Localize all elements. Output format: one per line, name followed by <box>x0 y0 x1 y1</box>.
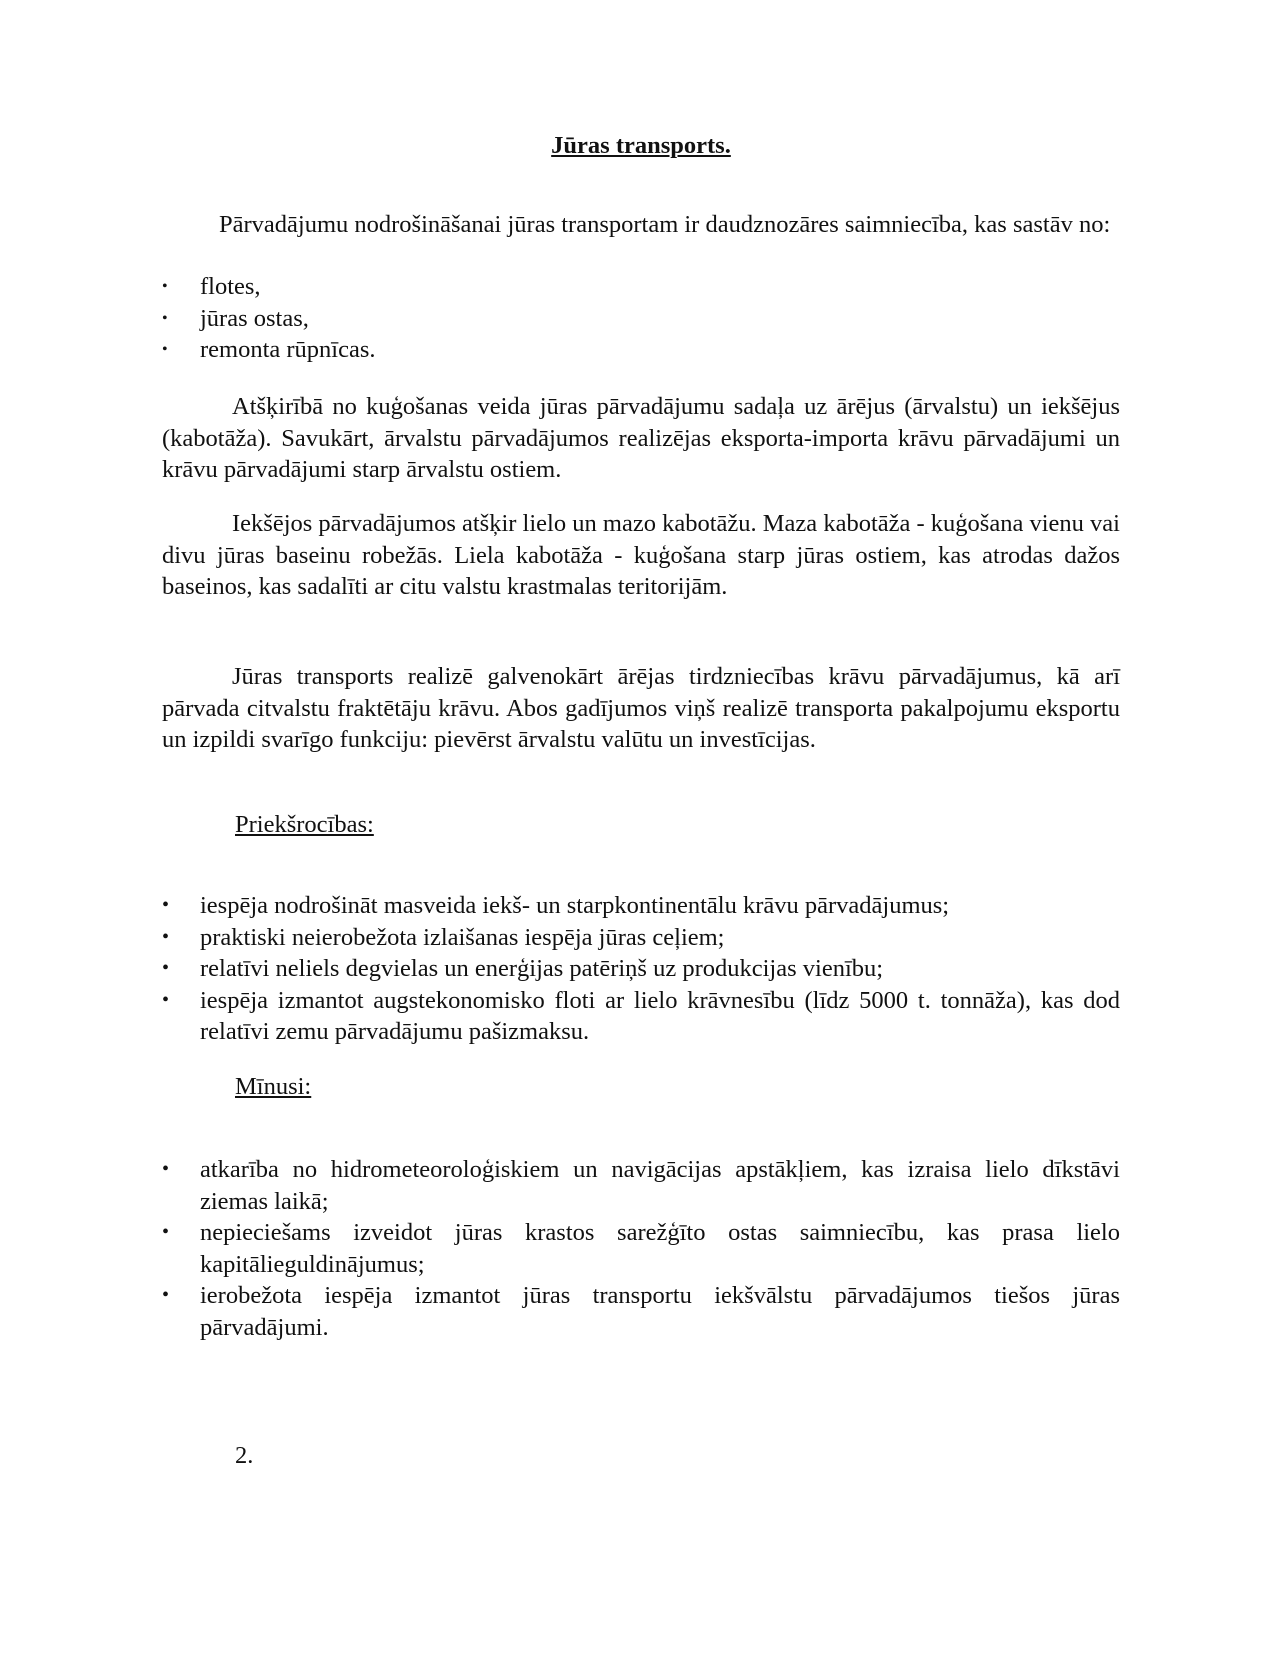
bullet-icon: • <box>162 278 168 295</box>
advantages-list <box>162 890 1120 1048</box>
paragraph-3-text: Jūras transports realizē galvenokārt ārējas tirdzniecības krāvu pārvadājumus, kā arī pārvada citvalstu fraktētāju krāvu. Abos gadījumos viņš realizē transporta pakalpojumu eksportu un izpildi svarīgo funkciju: pievērst ārvalstu valūtu un investīcijas. <box>162 663 1120 753</box>
bullet-icon: • <box>162 957 170 979</box>
intro-paragraph <box>162 209 1120 241</box>
paragraph-2 <box>162 508 1120 603</box>
list-item: • atkarība no hidrometeoroloģiskiem un navigācijas apstākļiem, kas izraisa lielo dīkstāvi ziemas laikā; <box>162 1156 1120 1215</box>
list-item: • jūras ostas, <box>162 303 1120 335</box>
paragraph-1 <box>162 391 1120 486</box>
intro-list <box>162 271 1120 366</box>
bullet-icon: • <box>162 1221 170 1243</box>
bullet-icon: • <box>162 894 170 916</box>
list-item: • iespēja nodrošināt masveida iekš- un starpkontinentālu krāvu pārvadājumus; <box>162 890 1120 922</box>
list-item: • remonta rūpnīcas. <box>162 334 1120 366</box>
list-item: • nepieciešams izveidot jūras krastos sarežģīto ostas saimniecību, kas prasa lielo kapitālieguldinājumus; <box>162 1219 1120 1278</box>
disadvantages-list <box>162 1154 1120 1343</box>
list-item: • iespēja izmantot augstekonomisko floti ar lielo krāvnesību (līdz 5000 t. tonnāža), kas dod relatīvi zemu pārvadājumu pašizmaksu. <box>162 986 1120 1045</box>
page-number: 2. <box>235 1442 254 1469</box>
list-item: • praktiski neierobežota izlaišanas iespēja jūras ceļiem; <box>162 922 1120 954</box>
paragraph-1-text: Atšķirībā no kuģošanas veida jūras pārvadājumu sadaļa uz ārējus (ārvalstu) un iekšējus (kabotāža). Savukārt, ārvalstu pārvadājumos realizējas eksporta-importa krāvu pārvadājumi un krāvu pārvadājumi starp ārvalstu ostiem. <box>162 393 1120 483</box>
bullet-icon: • <box>162 309 168 327</box>
document-title: Jūras transports. <box>551 132 731 159</box>
bullet-icon: • <box>162 1284 170 1306</box>
bullet-icon: • <box>162 1158 170 1180</box>
intro-text: Pārvadājumu nodrošināšanai jūras transportam ir daudznozāres saimniecība, kas sastāv no: <box>219 211 1111 238</box>
list-item: • relatīvi neliels degvielas un enerģijas patēriņš uz produkcijas vienību; <box>162 953 1120 985</box>
paragraph-3 <box>162 661 1120 756</box>
list-item: • flotes, <box>162 271 1120 303</box>
advantages-heading: Priekšrocības: <box>235 811 374 838</box>
bullet-icon: • <box>162 341 168 358</box>
list-item: • ierobežota iespēja izmantot jūras transportu iekšvālstu pārvadājumos tiešos jūras pārvadājumi. <box>162 1282 1120 1341</box>
bullet-icon: • <box>162 988 170 1011</box>
bullet-icon: • <box>162 925 170 948</box>
disadvantages-heading: Mīnusi: <box>235 1073 312 1100</box>
paragraph-2-text: Iekšējos pārvadājumos atšķir lielo un mazo kabotāžu. Maza kabotāža - kuģošana vienu vai divu jūras baseinu robežās. Liela kabotāža - kuģošana starp jūras ostiem, kas atrodas dažos baseinos, kas sadalīti ar citu valstu krastmalas teritorijām. <box>162 510 1120 600</box>
